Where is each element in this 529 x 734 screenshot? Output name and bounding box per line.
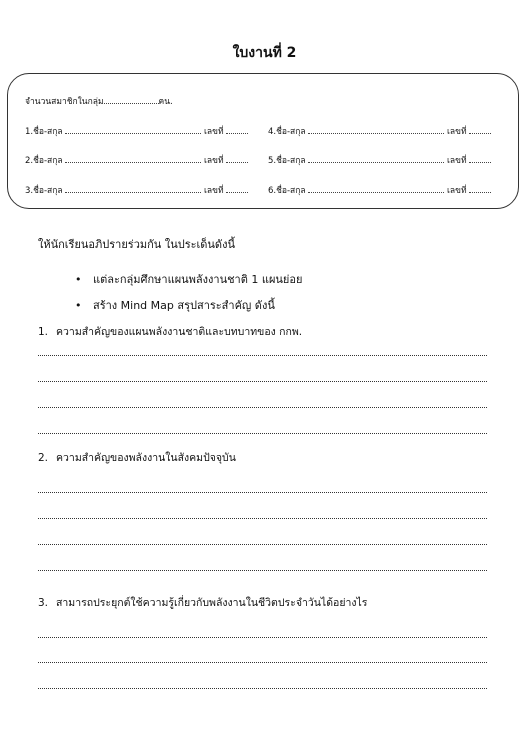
number-blank[interactable] [469,154,491,163]
answer-line[interactable] [38,662,487,663]
name-row [25,153,507,167]
name-label: 5.ชื่อ-สกุล [268,156,306,166]
number-label: เลขที่ [447,127,467,137]
name-blank[interactable] [308,125,444,134]
member-count-blank[interactable] [104,95,159,104]
name-blank[interactable] [65,125,201,134]
name-label: 1.ชื่อ-สกุล [25,127,63,137]
name-row [25,124,507,138]
name-row [25,183,507,197]
question-text: ความสำคัญของแผนพลังงานชาติและบทบาทของ กกพ. [56,326,303,338]
bullet-icon: • [75,299,82,312]
number-blank[interactable] [469,184,491,193]
answer-line[interactable] [38,637,487,638]
name-blank[interactable] [65,154,201,163]
bullet-icon: • [75,273,82,286]
number-blank[interactable] [226,154,248,163]
name-label: 6.ชื่อ-สกุล [268,186,306,196]
answer-line[interactable] [38,688,487,689]
question-number: 1. [38,326,49,338]
number-label: เลขที่ [204,186,224,196]
question-3 [38,594,367,611]
answer-line[interactable] [38,570,487,571]
name-blank[interactable] [308,154,444,163]
answer-line[interactable] [38,492,487,493]
answer-line[interactable] [38,544,487,545]
answer-line[interactable] [38,381,487,382]
name-label: 4.ชื่อ-สกุล [268,127,306,137]
name-label: 3.ชื่อ-สกุล [25,186,63,196]
bullet-item [75,296,275,314]
answer-line[interactable] [38,433,487,434]
answer-line[interactable] [38,407,487,408]
member-count-unit: คน. [158,97,173,107]
number-blank[interactable] [226,184,248,193]
question-1 [38,323,302,340]
bullet-text: สร้าง Mind Map สรุปสาระสำคัญ ดังนี้ [93,299,275,312]
member-count-line [25,94,173,108]
number-label: เลขที่ [447,186,467,196]
worksheet-title: ใบงานที่ 2 [232,45,297,61]
number-label: เลขที่ [204,127,224,137]
bullet-text: แต่ละกลุ่มศึกษาแผนพลังงานชาติ 1 แผนย่อย [93,273,303,286]
question-number: 3. [38,597,49,609]
bullet-item [75,270,302,288]
name-blank[interactable] [65,184,201,193]
question-2 [38,449,236,466]
number-blank[interactable] [226,125,248,134]
name-label: 2.ชื่อ-สกุล [25,156,63,166]
member-count-label: จำนวนสมาชิกในกลุ่ม [25,97,104,107]
name-blank[interactable] [308,184,444,193]
question-text: สามารถประยุกต์ใช้ความรู้เกี่ยวกับพลังงานในชีวิตประจำวันได้อย่างไร [56,597,368,609]
answer-line[interactable] [38,518,487,519]
number-label: เลขที่ [204,156,224,166]
answer-line[interactable] [38,355,487,356]
question-text: ความสำคัญของพลังงานในสังคมปัจจุบัน [56,452,236,464]
number-blank[interactable] [469,125,491,134]
instruction-text: ให้นักเรียนอภิปรายร่วมกัน ในประเด็นดังนี้ [38,238,235,251]
question-number: 2. [38,452,49,464]
number-label: เลขที่ [447,156,467,166]
